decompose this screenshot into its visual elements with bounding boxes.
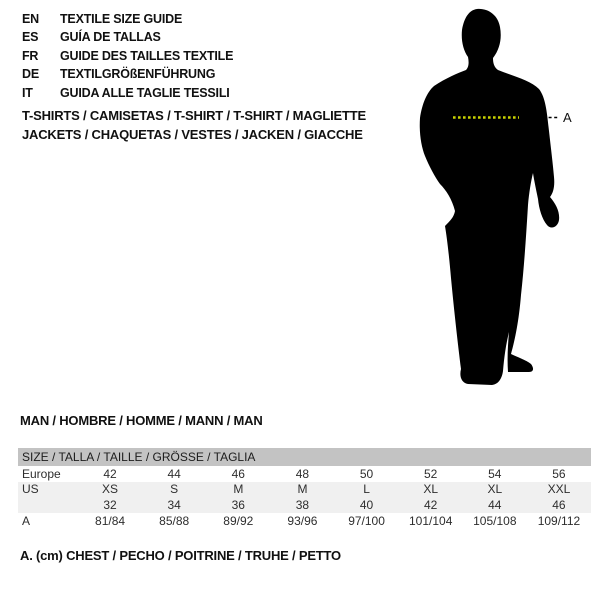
- language-code: IT: [22, 85, 33, 100]
- table-row-europe: [18, 466, 591, 482]
- category-line-jackets: JACKETS / CHAQUETAS / VESTES / JACKEN / GIACCHE: [22, 126, 363, 142]
- language-title: GUIDE DES TAILLES TEXTILE: [60, 48, 234, 63]
- language-row: [22, 84, 233, 102]
- table-row-us-numbers: [18, 498, 591, 514]
- row-label: A: [22, 514, 31, 528]
- size-cell: 40: [359, 497, 374, 512]
- size-cell: 50: [359, 467, 374, 481]
- size-cell: 48: [295, 467, 310, 481]
- size-cell: L: [363, 482, 370, 496]
- table-row-chest: [18, 513, 591, 530]
- measurement-footnote: A. (cm) CHEST / PECHO / POITRINE / TRUHE / PETTO: [20, 548, 341, 563]
- size-cell: 46: [231, 467, 245, 481]
- size-cell: 32: [103, 497, 117, 512]
- man-silhouette-figure: [400, 0, 600, 400]
- language-title: GUÍA DE TALLAS: [60, 30, 161, 45]
- language-code: ES: [22, 30, 39, 45]
- size-cell: 38: [295, 497, 310, 512]
- size-cell: 105/108: [473, 514, 517, 528]
- language-list: [22, 10, 233, 102]
- language-code: EN: [22, 12, 39, 26]
- size-cell: 93/96: [287, 514, 318, 528]
- size-cell: XXL: [547, 482, 571, 496]
- size-cell: 89/92: [223, 514, 254, 528]
- language-title: GUIDA ALLE TAGLIE TESSILI: [60, 85, 230, 100]
- language-code: DE: [22, 67, 39, 82]
- language-row: [22, 65, 233, 83]
- size-cell: 42: [424, 497, 438, 512]
- row-label: Europe: [22, 467, 61, 481]
- table-row-us: [18, 482, 591, 513]
- size-cell: 54: [488, 467, 502, 481]
- size-cell: 56: [552, 467, 566, 481]
- row-label: US: [22, 482, 39, 496]
- language-code: FR: [22, 48, 39, 63]
- table-row-us-letters: [18, 482, 591, 498]
- size-cell: 97/100: [348, 514, 385, 528]
- language-title: TEXTILGRÖßENFÜHRUNG: [60, 67, 216, 82]
- size-cell: XL: [423, 482, 439, 496]
- size-cell: 44: [488, 497, 502, 512]
- size-cell: 42: [103, 467, 117, 481]
- size-cell: 34: [167, 497, 181, 512]
- size-cell: XL: [487, 482, 503, 496]
- size-cell: M: [297, 482, 308, 496]
- size-cell: 85/88: [159, 514, 190, 528]
- language-row: [22, 47, 233, 65]
- size-cell: XS: [102, 482, 119, 496]
- size-table: [18, 448, 591, 530]
- measure-label: A: [563, 110, 572, 125]
- size-cell: 44: [167, 467, 181, 481]
- size-cell: S: [170, 482, 179, 496]
- language-row: [22, 28, 233, 46]
- category-line-tshirts: T-SHIRTS / CAMISETAS / T-SHIRT / T-SHIRT / MAGLIETTE: [22, 108, 366, 123]
- size-cell: 46: [552, 497, 566, 512]
- language-title: TEXTILE SIZE GUIDE: [60, 12, 183, 26]
- gender-title: MAN / HOMBRE / HOMME / MANN / MAN: [20, 413, 263, 428]
- language-row: [22, 10, 233, 28]
- size-cell: 52: [424, 467, 438, 481]
- man-silhouette: [420, 9, 559, 385]
- size-cell: 81/84: [95, 514, 126, 528]
- size-cell: 109/112: [537, 514, 581, 528]
- size-cell: M: [233, 482, 244, 496]
- category-list: [22, 107, 366, 144]
- size-cell: 36: [231, 497, 245, 512]
- size-cell: 101/104: [408, 514, 453, 528]
- size-table-header: SIZE / TALLA / TAILLE / GRÖSSE / TAGLIA: [18, 448, 591, 466]
